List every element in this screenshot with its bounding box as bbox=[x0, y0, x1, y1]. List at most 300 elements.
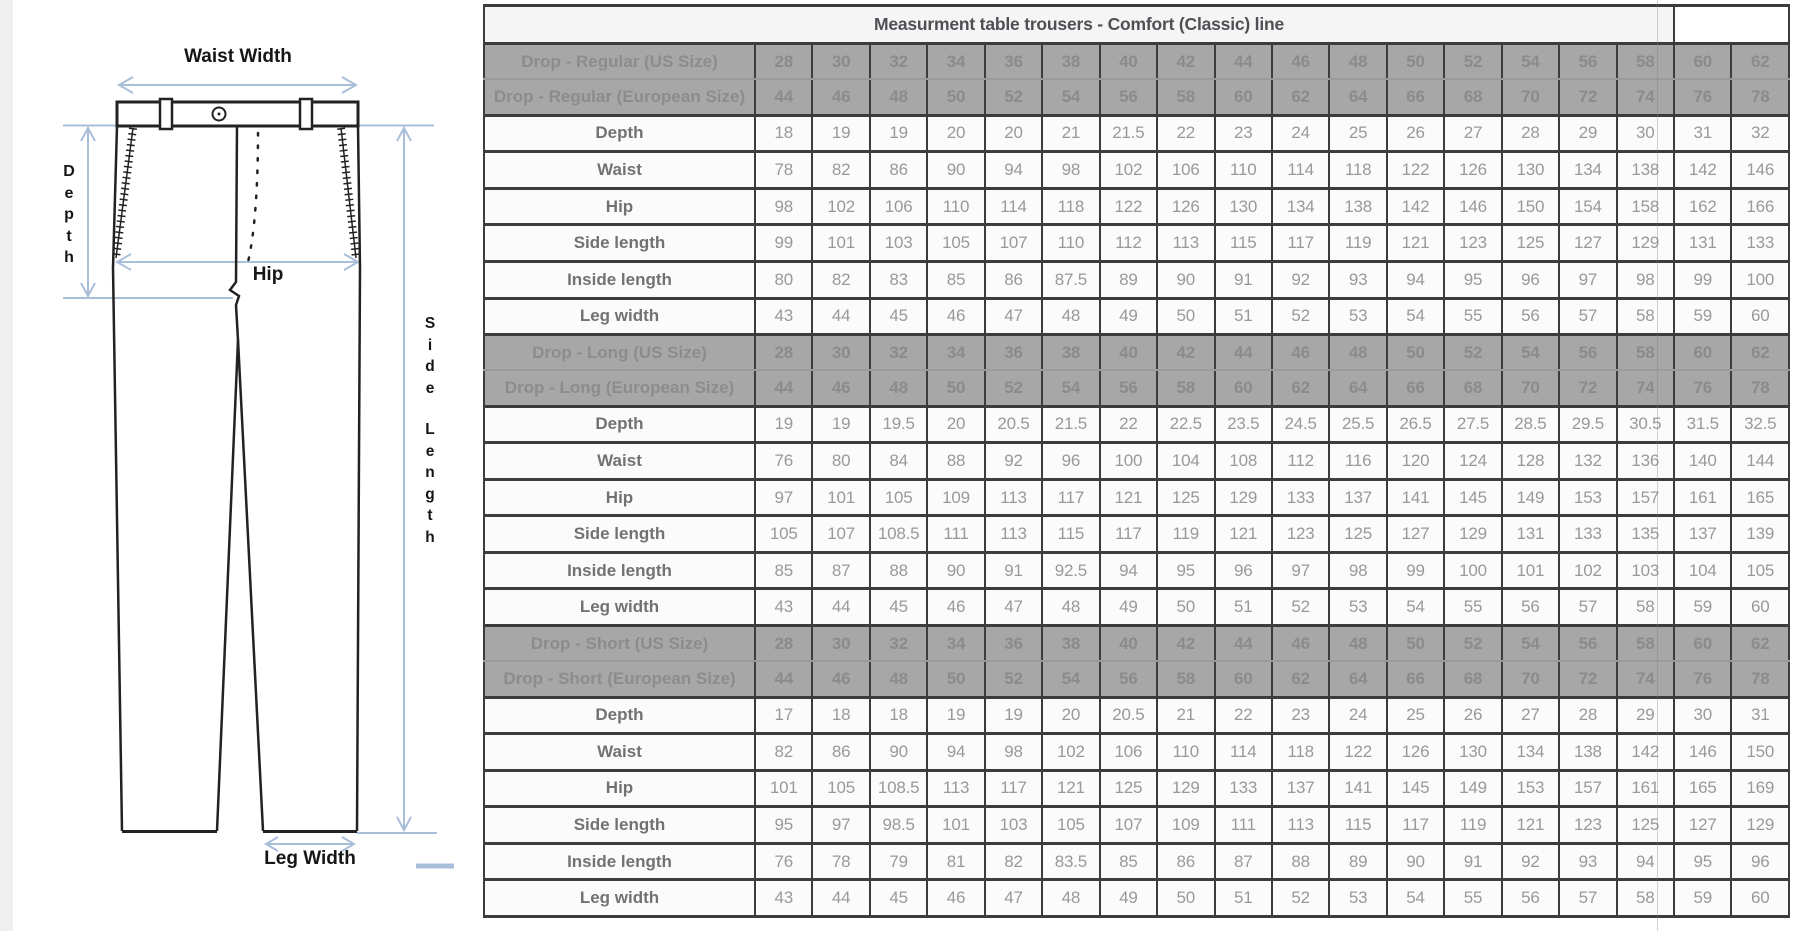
value-cell: 54 bbox=[1042, 370, 1099, 406]
value-cell: 57 bbox=[1559, 298, 1616, 335]
value-cell: 88 bbox=[927, 443, 984, 480]
value-cell: 18 bbox=[755, 115, 812, 152]
value-cell: 158 bbox=[1617, 188, 1674, 225]
value-cell: 87.5 bbox=[1042, 261, 1099, 298]
value-cell: 50 bbox=[1157, 589, 1214, 626]
value-cell: 48 bbox=[1042, 880, 1099, 917]
value-cell: 28 bbox=[755, 44, 812, 80]
value-cell: 26 bbox=[1444, 697, 1501, 734]
value-cell: 48 bbox=[1329, 625, 1386, 661]
value-cell: 122 bbox=[1329, 734, 1386, 771]
trousers-outline-drawing bbox=[0, 0, 483, 931]
value-cell: 28 bbox=[1502, 115, 1559, 152]
value-cell: 22 bbox=[1215, 697, 1272, 734]
value-cell: 113 bbox=[1272, 807, 1329, 844]
value-cell: 58 bbox=[1617, 335, 1674, 371]
value-cell: 78 bbox=[1731, 661, 1789, 697]
value-cell: 97 bbox=[1272, 552, 1329, 589]
value-cell: 120 bbox=[1387, 443, 1444, 480]
value-cell: 60 bbox=[1674, 44, 1731, 80]
value-cell: 28 bbox=[755, 625, 812, 661]
value-cell: 119 bbox=[1157, 516, 1214, 553]
value-cell: 66 bbox=[1387, 79, 1444, 115]
value-cell: 98 bbox=[1617, 261, 1674, 298]
value-cell: 126 bbox=[1387, 734, 1444, 771]
value-cell: 57 bbox=[1559, 880, 1616, 917]
value-cell: 105 bbox=[927, 225, 984, 262]
value-cell: 90 bbox=[927, 552, 984, 589]
value-cell: 21.5 bbox=[1042, 406, 1099, 443]
value-cell: 64 bbox=[1329, 79, 1386, 115]
row-label: Inside length bbox=[484, 552, 755, 589]
row-label: Inside length bbox=[484, 843, 755, 880]
value-cell: 64 bbox=[1329, 661, 1386, 697]
depth-label: D e p t h bbox=[63, 163, 75, 266]
value-cell: 129 bbox=[1157, 770, 1214, 807]
value-cell: 145 bbox=[1444, 479, 1501, 516]
table-row bbox=[484, 298, 1789, 335]
value-cell: 92 bbox=[1502, 843, 1559, 880]
row-label: Drop - Regular (European Size) bbox=[484, 79, 755, 115]
value-cell: 101 bbox=[927, 807, 984, 844]
value-cell: 103 bbox=[985, 807, 1042, 844]
value-cell: 115 bbox=[1215, 225, 1272, 262]
value-cell: 114 bbox=[985, 188, 1042, 225]
value-cell: 91 bbox=[985, 552, 1042, 589]
value-cell: 118 bbox=[1272, 734, 1329, 771]
table-row bbox=[484, 807, 1789, 844]
table-title-row bbox=[484, 6, 1789, 44]
value-cell: 157 bbox=[1559, 770, 1616, 807]
value-cell: 121 bbox=[1100, 479, 1157, 516]
value-cell: 23.5 bbox=[1215, 406, 1272, 443]
value-cell: 165 bbox=[1731, 479, 1789, 516]
value-cell: 40 bbox=[1100, 44, 1157, 80]
value-cell: 54 bbox=[1502, 44, 1559, 80]
value-cell: 76 bbox=[755, 843, 812, 880]
value-cell: 44 bbox=[755, 79, 812, 115]
value-cell: 117 bbox=[985, 770, 1042, 807]
table-title-spacer bbox=[1674, 6, 1789, 44]
value-cell: 145 bbox=[1387, 770, 1444, 807]
value-cell: 54 bbox=[1387, 298, 1444, 335]
value-cell: 142 bbox=[1387, 188, 1444, 225]
measurement-table bbox=[483, 4, 1790, 918]
value-cell: 121 bbox=[1215, 516, 1272, 553]
value-cell: 32 bbox=[870, 335, 927, 371]
value-cell: 98.5 bbox=[870, 807, 927, 844]
value-cell: 30 bbox=[1617, 115, 1674, 152]
value-cell: 29 bbox=[1617, 697, 1674, 734]
row-label: Side length bbox=[484, 807, 755, 844]
value-cell: 125 bbox=[1329, 516, 1386, 553]
value-cell: 29.5 bbox=[1559, 406, 1616, 443]
value-cell: 56 bbox=[1100, 370, 1157, 406]
value-cell: 21 bbox=[1157, 697, 1214, 734]
value-cell: 50 bbox=[1157, 298, 1214, 335]
value-cell: 100 bbox=[1731, 261, 1789, 298]
table-row bbox=[484, 880, 1789, 917]
value-cell: 56 bbox=[1502, 298, 1559, 335]
value-cell: 102 bbox=[1559, 552, 1616, 589]
row-label: Side length bbox=[484, 225, 755, 262]
value-cell: 82 bbox=[755, 734, 812, 771]
value-cell: 109 bbox=[927, 479, 984, 516]
value-cell: 76 bbox=[1674, 79, 1731, 115]
value-cell: 45 bbox=[870, 298, 927, 335]
value-cell: 43 bbox=[755, 298, 812, 335]
value-cell: 100 bbox=[1444, 552, 1501, 589]
value-cell: 60 bbox=[1215, 661, 1272, 697]
value-cell: 46 bbox=[812, 370, 869, 406]
value-cell: 49 bbox=[1100, 298, 1157, 335]
value-cell: 59 bbox=[1674, 880, 1731, 917]
table-row bbox=[484, 261, 1789, 298]
value-cell: 162 bbox=[1674, 188, 1731, 225]
value-cell: 106 bbox=[870, 188, 927, 225]
value-cell: 72 bbox=[1559, 370, 1616, 406]
value-cell: 58 bbox=[1157, 661, 1214, 697]
value-cell: 110 bbox=[1157, 734, 1214, 771]
value-cell: 137 bbox=[1674, 516, 1731, 553]
value-cell: 60 bbox=[1731, 589, 1789, 626]
value-cell: 20 bbox=[927, 115, 984, 152]
value-cell: 24 bbox=[1272, 115, 1329, 152]
value-cell: 102 bbox=[1100, 152, 1157, 189]
value-cell: 76 bbox=[1674, 661, 1731, 697]
value-cell: 30 bbox=[1674, 697, 1731, 734]
value-cell: 50 bbox=[927, 370, 984, 406]
value-cell: 45 bbox=[870, 880, 927, 917]
value-cell: 91 bbox=[1444, 843, 1501, 880]
table-row bbox=[484, 625, 1789, 661]
value-cell: 50 bbox=[1157, 880, 1214, 917]
value-cell: 89 bbox=[1329, 843, 1386, 880]
value-cell: 86 bbox=[1157, 843, 1214, 880]
value-cell: 116 bbox=[1329, 443, 1386, 480]
table-row bbox=[484, 661, 1789, 697]
value-cell: 100 bbox=[1100, 443, 1157, 480]
value-cell: 50 bbox=[1387, 335, 1444, 371]
value-cell: 88 bbox=[1272, 843, 1329, 880]
value-cell: 30.5 bbox=[1617, 406, 1674, 443]
value-cell: 47 bbox=[985, 880, 1042, 917]
value-cell: 110 bbox=[1215, 152, 1272, 189]
table-row bbox=[484, 79, 1789, 115]
value-cell: 131 bbox=[1674, 225, 1731, 262]
value-cell: 157 bbox=[1617, 479, 1674, 516]
value-cell: 99 bbox=[1674, 261, 1731, 298]
value-cell: 95 bbox=[1157, 552, 1214, 589]
value-cell: 99 bbox=[1387, 552, 1444, 589]
value-cell: 58 bbox=[1617, 298, 1674, 335]
value-cell: 129 bbox=[1731, 807, 1789, 844]
row-label: Depth bbox=[484, 406, 755, 443]
value-cell: 146 bbox=[1674, 734, 1731, 771]
value-cell: 62 bbox=[1731, 44, 1789, 80]
value-cell: 76 bbox=[1674, 370, 1731, 406]
value-cell: 169 bbox=[1731, 770, 1789, 807]
value-cell: 56 bbox=[1502, 589, 1559, 626]
value-cell: 112 bbox=[1272, 443, 1329, 480]
value-cell: 85 bbox=[1100, 843, 1157, 880]
value-cell: 93 bbox=[1329, 261, 1386, 298]
row-label: Drop - Long (US Size) bbox=[484, 335, 755, 371]
value-cell: 119 bbox=[1329, 225, 1386, 262]
value-cell: 44 bbox=[1215, 625, 1272, 661]
value-cell: 42 bbox=[1157, 44, 1214, 80]
value-cell: 34 bbox=[927, 44, 984, 80]
value-cell: 150 bbox=[1502, 188, 1559, 225]
value-cell: 110 bbox=[1042, 225, 1099, 262]
value-cell: 24 bbox=[1329, 697, 1386, 734]
value-cell: 94 bbox=[1100, 552, 1157, 589]
value-cell: 46 bbox=[1272, 625, 1329, 661]
table-row bbox=[484, 225, 1789, 262]
value-cell: 60 bbox=[1674, 335, 1731, 371]
leg-width-label: Leg Width bbox=[264, 848, 356, 869]
row-label: Waist bbox=[484, 443, 755, 480]
value-cell: 42 bbox=[1157, 625, 1214, 661]
value-cell: 94 bbox=[1617, 843, 1674, 880]
value-cell: 114 bbox=[1215, 734, 1272, 771]
row-label: Hip bbox=[484, 188, 755, 225]
value-cell: 123 bbox=[1444, 225, 1501, 262]
value-cell: 19.5 bbox=[870, 406, 927, 443]
value-cell: 46 bbox=[927, 589, 984, 626]
value-cell: 50 bbox=[1387, 44, 1444, 80]
value-cell: 92.5 bbox=[1042, 552, 1099, 589]
value-cell: 31.5 bbox=[1674, 406, 1731, 443]
value-cell: 74 bbox=[1617, 661, 1674, 697]
value-cell: 19 bbox=[985, 697, 1042, 734]
value-cell: 96 bbox=[1731, 843, 1789, 880]
value-cell: 132 bbox=[1559, 443, 1616, 480]
trousers-line-art bbox=[113, 99, 360, 832]
value-cell: 43 bbox=[755, 880, 812, 917]
value-cell: 150 bbox=[1731, 734, 1789, 771]
value-cell: 106 bbox=[1100, 734, 1157, 771]
value-cell: 22 bbox=[1100, 406, 1157, 443]
value-cell: 134 bbox=[1502, 734, 1559, 771]
value-cell: 31 bbox=[1731, 697, 1789, 734]
table-row bbox=[484, 479, 1789, 516]
value-cell: 51 bbox=[1215, 298, 1272, 335]
value-cell: 47 bbox=[985, 298, 1042, 335]
value-cell: 34 bbox=[927, 335, 984, 371]
value-cell: 103 bbox=[870, 225, 927, 262]
value-cell: 25 bbox=[1329, 115, 1386, 152]
waist-width-label: Waist Width bbox=[184, 46, 292, 67]
value-cell: 125 bbox=[1100, 770, 1157, 807]
value-cell: 76 bbox=[755, 443, 812, 480]
value-cell: 44 bbox=[1215, 335, 1272, 371]
value-cell: 31 bbox=[1674, 115, 1731, 152]
hip-label: Hip bbox=[252, 264, 284, 285]
value-cell: 146 bbox=[1444, 188, 1501, 225]
value-cell: 107 bbox=[985, 225, 1042, 262]
value-cell: 86 bbox=[985, 261, 1042, 298]
value-cell: 18 bbox=[870, 697, 927, 734]
value-cell: 144 bbox=[1731, 443, 1789, 480]
value-cell: 62 bbox=[1731, 625, 1789, 661]
value-cell: 111 bbox=[1215, 807, 1272, 844]
value-cell: 90 bbox=[1157, 261, 1214, 298]
value-cell: 20 bbox=[1042, 697, 1099, 734]
table-row bbox=[484, 115, 1789, 152]
value-cell: 112 bbox=[1100, 225, 1157, 262]
value-cell: 125 bbox=[1617, 807, 1674, 844]
value-cell: 82 bbox=[812, 152, 869, 189]
value-cell: 17 bbox=[755, 697, 812, 734]
value-cell: 133 bbox=[1731, 225, 1789, 262]
value-cell: 94 bbox=[1387, 261, 1444, 298]
value-cell: 27 bbox=[1502, 697, 1559, 734]
value-cell: 48 bbox=[1329, 44, 1386, 80]
value-cell: 48 bbox=[870, 370, 927, 406]
value-cell: 26 bbox=[1387, 115, 1444, 152]
value-cell: 48 bbox=[1329, 335, 1386, 371]
value-cell: 110 bbox=[927, 188, 984, 225]
value-cell: 19 bbox=[927, 697, 984, 734]
value-cell: 82 bbox=[985, 843, 1042, 880]
value-cell: 53 bbox=[1329, 880, 1386, 917]
row-label: Depth bbox=[484, 697, 755, 734]
value-cell: 28.5 bbox=[1502, 406, 1559, 443]
value-cell: 52 bbox=[1444, 44, 1501, 80]
value-cell: 20.5 bbox=[1100, 697, 1157, 734]
value-cell: 66 bbox=[1387, 661, 1444, 697]
value-cell: 60 bbox=[1215, 370, 1272, 406]
value-cell: 30 bbox=[812, 44, 869, 80]
value-cell: 27.5 bbox=[1444, 406, 1501, 443]
value-cell: 101 bbox=[812, 479, 869, 516]
value-cell: 20 bbox=[927, 406, 984, 443]
value-cell: 149 bbox=[1444, 770, 1501, 807]
value-cell: 142 bbox=[1674, 152, 1731, 189]
value-cell: 117 bbox=[1387, 807, 1444, 844]
value-cell: 96 bbox=[1502, 261, 1559, 298]
table-row bbox=[484, 335, 1789, 371]
table-row bbox=[484, 843, 1789, 880]
value-cell: 92 bbox=[1272, 261, 1329, 298]
value-cell: 56 bbox=[1100, 79, 1157, 115]
value-cell: 161 bbox=[1674, 479, 1731, 516]
value-cell: 105 bbox=[1042, 807, 1099, 844]
value-cell: 111 bbox=[927, 516, 984, 553]
value-cell: 95 bbox=[1674, 843, 1731, 880]
value-cell: 55 bbox=[1444, 880, 1501, 917]
value-cell: 104 bbox=[1157, 443, 1214, 480]
value-cell: 68 bbox=[1444, 661, 1501, 697]
value-cell: 43 bbox=[755, 589, 812, 626]
value-cell: 54 bbox=[1387, 589, 1444, 626]
value-cell: 101 bbox=[755, 770, 812, 807]
value-cell: 118 bbox=[1329, 152, 1386, 189]
value-cell: 78 bbox=[755, 152, 812, 189]
value-cell: 58 bbox=[1617, 625, 1674, 661]
value-cell: 44 bbox=[812, 589, 869, 626]
value-cell: 72 bbox=[1559, 661, 1616, 697]
value-cell: 101 bbox=[812, 225, 869, 262]
value-cell: 52 bbox=[1444, 335, 1501, 371]
value-cell: 90 bbox=[927, 152, 984, 189]
value-cell: 80 bbox=[812, 443, 869, 480]
value-cell: 20.5 bbox=[985, 406, 1042, 443]
value-cell: 102 bbox=[1042, 734, 1099, 771]
value-cell: 86 bbox=[812, 734, 869, 771]
value-cell: 51 bbox=[1215, 589, 1272, 626]
row-label: Leg width bbox=[484, 880, 755, 917]
value-cell: 124 bbox=[1444, 443, 1501, 480]
value-cell: 161 bbox=[1617, 770, 1674, 807]
value-cell: 99 bbox=[755, 225, 812, 262]
value-cell: 19 bbox=[755, 406, 812, 443]
value-cell: 70 bbox=[1502, 370, 1559, 406]
value-cell: 30 bbox=[812, 335, 869, 371]
value-cell: 93 bbox=[1559, 843, 1616, 880]
value-cell: 95 bbox=[755, 807, 812, 844]
value-cell: 46 bbox=[812, 79, 869, 115]
row-label: Leg width bbox=[484, 589, 755, 626]
value-cell: 58 bbox=[1157, 370, 1214, 406]
value-cell: 126 bbox=[1157, 188, 1214, 225]
value-cell: 46 bbox=[927, 298, 984, 335]
value-cell: 24.5 bbox=[1272, 406, 1329, 443]
table-row bbox=[484, 589, 1789, 626]
value-cell: 129 bbox=[1215, 479, 1272, 516]
value-cell: 74 bbox=[1617, 79, 1674, 115]
value-cell: 54 bbox=[1502, 625, 1559, 661]
value-cell: 52 bbox=[985, 661, 1042, 697]
value-cell: 96 bbox=[1215, 552, 1272, 589]
value-cell: 104 bbox=[1674, 552, 1731, 589]
value-cell: 34 bbox=[927, 625, 984, 661]
value-cell: 45 bbox=[870, 589, 927, 626]
value-cell: 19 bbox=[870, 115, 927, 152]
value-cell: 141 bbox=[1387, 479, 1444, 516]
value-cell: 125 bbox=[1502, 225, 1559, 262]
value-cell: 36 bbox=[985, 44, 1042, 80]
value-cell: 44 bbox=[755, 661, 812, 697]
value-cell: 113 bbox=[927, 770, 984, 807]
value-cell: 128 bbox=[1502, 443, 1559, 480]
value-cell: 113 bbox=[1157, 225, 1214, 262]
value-cell: 84 bbox=[870, 443, 927, 480]
value-cell: 52 bbox=[985, 370, 1042, 406]
row-label: Leg width bbox=[484, 298, 755, 335]
value-cell: 85 bbox=[755, 552, 812, 589]
value-cell: 46 bbox=[927, 880, 984, 917]
value-cell: 25.5 bbox=[1329, 406, 1386, 443]
row-label: Drop - Regular (US Size) bbox=[484, 44, 755, 80]
value-cell: 56 bbox=[1559, 44, 1616, 80]
value-cell: 44 bbox=[755, 370, 812, 406]
row-label: Waist bbox=[484, 152, 755, 189]
value-cell: 48 bbox=[870, 661, 927, 697]
value-cell: 83 bbox=[870, 261, 927, 298]
value-cell: 98 bbox=[1042, 152, 1099, 189]
value-cell: 105 bbox=[755, 516, 812, 553]
value-cell: 28 bbox=[1559, 697, 1616, 734]
value-cell: 22.5 bbox=[1157, 406, 1214, 443]
value-cell: 137 bbox=[1329, 479, 1386, 516]
table-row bbox=[484, 770, 1789, 807]
value-cell: 113 bbox=[985, 479, 1042, 516]
value-cell: 165 bbox=[1674, 770, 1731, 807]
value-cell: 64 bbox=[1329, 370, 1386, 406]
value-cell: 138 bbox=[1617, 152, 1674, 189]
